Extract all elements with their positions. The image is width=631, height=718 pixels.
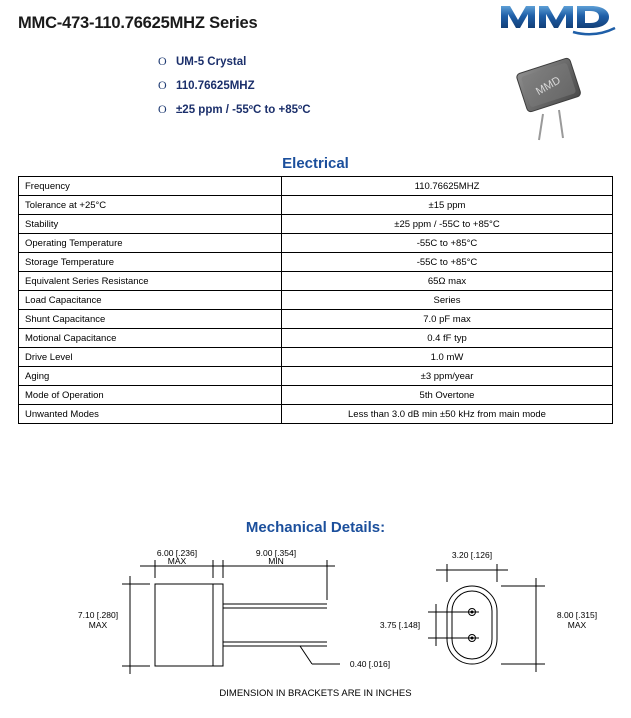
table-row <box>19 405 613 424</box>
table-row <box>19 234 613 253</box>
mmd-logo <box>499 2 617 36</box>
spec-value: 0.4 fF typ <box>282 329 613 348</box>
spec-value: 65Ω max <box>282 272 613 291</box>
spec-label: Operating Temperature <box>19 234 282 253</box>
spec-label: Frequency <box>19 177 282 196</box>
table-row <box>19 196 613 215</box>
feature-bullets <box>158 54 458 126</box>
table-row <box>19 367 613 386</box>
bullet-label-0: UM-5 Crystal <box>176 56 247 68</box>
spec-value: Series <box>282 291 613 310</box>
spec-value: -55C to +85°C <box>282 234 613 253</box>
mechanical-caption: DIMENSION IN BRACKETS ARE IN INCHES <box>219 688 412 699</box>
spec-label: Mode of Operation <box>19 386 282 405</box>
spec-value: 5th Overtone <box>282 386 613 405</box>
spec-label: Equivalent Series Resistance <box>19 272 282 291</box>
table-row <box>19 272 613 291</box>
spec-value: ±3 ppm/year <box>282 367 613 386</box>
table-row <box>19 253 613 272</box>
bullet-marker-icon: O <box>158 54 167 68</box>
side-height-qual: MAX <box>88 620 108 630</box>
bullet-marker-icon: O <box>158 102 167 116</box>
crystal-product-image <box>505 52 601 144</box>
side-width-dim: 6.00 [.236] <box>156 548 198 558</box>
mechanical-heading: Mechanical Details: <box>245 519 386 536</box>
spec-label: Aging <box>19 367 282 386</box>
side-width-qual: MAX <box>167 556 187 566</box>
electrical-specs-table <box>18 176 613 424</box>
lead-thickness-dim: 0.40 [.016] <box>349 659 391 669</box>
pin-spacing-dim: 3.75 [.148] <box>379 620 421 630</box>
spec-label: Unwanted Modes <box>19 405 282 424</box>
table-row <box>19 310 613 329</box>
mechanical-drawings <box>0 542 631 692</box>
bullet-marker-icon: O <box>158 78 167 92</box>
electrical-heading: Electrical <box>282 155 349 172</box>
bullet-item <box>158 78 458 93</box>
table-row <box>19 177 613 196</box>
table-row <box>19 329 613 348</box>
spec-label: Motional Capacitance <box>19 329 282 348</box>
table-row <box>19 386 613 405</box>
top-height-dim: 8.00 [.315] <box>556 610 598 620</box>
bullet-label-2: ±25 ppm / -55ºC to +85ºC <box>176 104 311 116</box>
spec-value: ±15 ppm <box>282 196 613 215</box>
side-lead-qual: MIN <box>268 556 284 566</box>
side-lead-dim: 9.00 [.354] <box>255 548 297 558</box>
crystal-logo-text: MMD <box>533 74 563 98</box>
spec-label: Drive Level <box>19 348 282 367</box>
spec-value: 1.0 mW <box>282 348 613 367</box>
table-row <box>19 215 613 234</box>
spec-label: Tolerance at +25°C <box>19 196 282 215</box>
bullet-item <box>158 102 458 117</box>
spec-label: Storage Temperature <box>19 253 282 272</box>
bullet-label-1: 110.76625MHZ <box>176 80 255 92</box>
top-width-dim: 3.20 [.126] <box>451 550 493 560</box>
spec-value: Less than 3.0 dB min ±50 kHz from main mode <box>282 405 613 424</box>
table-row <box>19 348 613 367</box>
spec-value: -55C to +85°C <box>282 253 613 272</box>
side-height-dim: 7.10 [.280] <box>77 610 119 620</box>
bullet-item <box>158 54 458 69</box>
table-row <box>19 291 613 310</box>
top-height-qual: MAX <box>567 620 587 630</box>
spec-value: 7.0 pF max <box>282 310 613 329</box>
spec-label: Shunt Capacitance <box>19 310 282 329</box>
spec-value: 110.76625MHZ <box>282 177 613 196</box>
page-title: MMC-473-110.76625MHZ Series <box>18 14 258 32</box>
spec-value: ±25 ppm / -55C to +85°C <box>282 215 613 234</box>
spec-label: Stability <box>19 215 282 234</box>
spec-label: Load Capacitance <box>19 291 282 310</box>
